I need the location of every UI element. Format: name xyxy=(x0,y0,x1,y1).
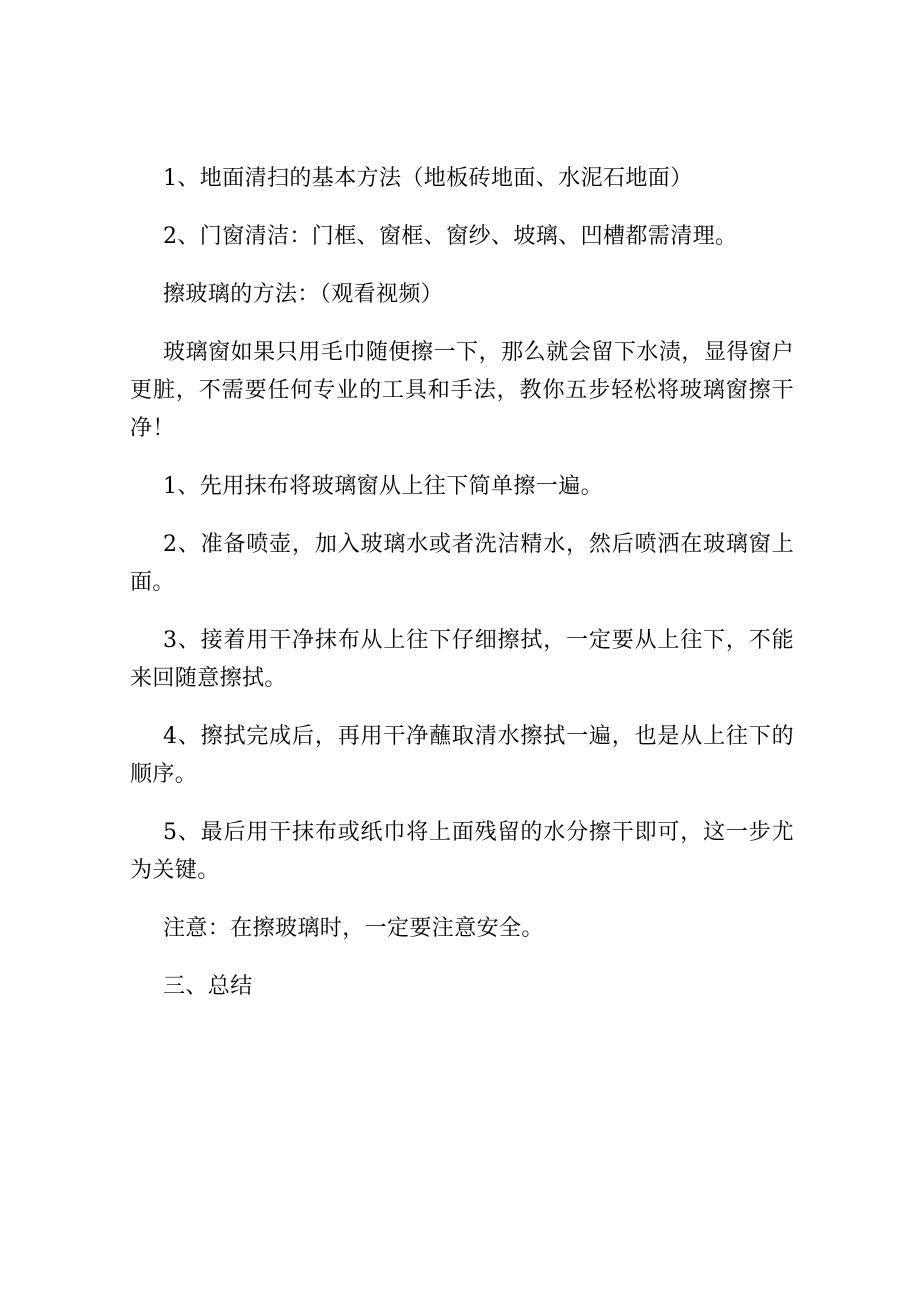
paragraph-floor-cleaning: 1、地面清扫的基本方法（地板砖地面、水泥石地面） xyxy=(163,166,693,191)
paragraph-step-5: 5、最后用干抹布或纸巾将上面残留的水分擦干即可，这一步尤为关键。 xyxy=(130,820,794,883)
paragraph-step-4: 4、擦拭完成后，再用干净蘸取清水擦拭一遍，也是从上往下的顺序。 xyxy=(130,724,794,787)
paragraph-door-window-cleaning: 2、门窗清洁：门框、窗框、窗纱、坡璃、凹槽都需清理。 xyxy=(163,224,738,249)
document-body xyxy=(130,160,794,1006)
paragraph-step-3: 3、接着用干净抹布从上往下仔细擦拭，一定要从上往下，不能来回随意擦拭。 xyxy=(130,628,794,691)
paragraph-step-2: 2、准备喷壶，加入玻璃水或者洗洁精水，然后喷洒在玻璃窗上面。 xyxy=(130,532,794,595)
paragraph-glass-intro: 玻璃窗如果只用毛巾随便擦一下，那么就会留下水渍，显得窗户更脏，不需要任何专业的工具和手法，教你五步轻松将玻璃窗擦干净！ xyxy=(130,340,794,441)
paragraph-step-1: 1、先用抹布将玻璃窗从上往下简单擦一遍。 xyxy=(163,474,603,499)
section-heading-summary: 三、总结 xyxy=(163,974,253,999)
paragraph-glass-method-heading: 擦玻璃的方法：（观看视频） xyxy=(163,282,444,307)
paragraph-safety-note: 注意：在擦玻璃时，一定要注意安全。 xyxy=(163,916,544,941)
